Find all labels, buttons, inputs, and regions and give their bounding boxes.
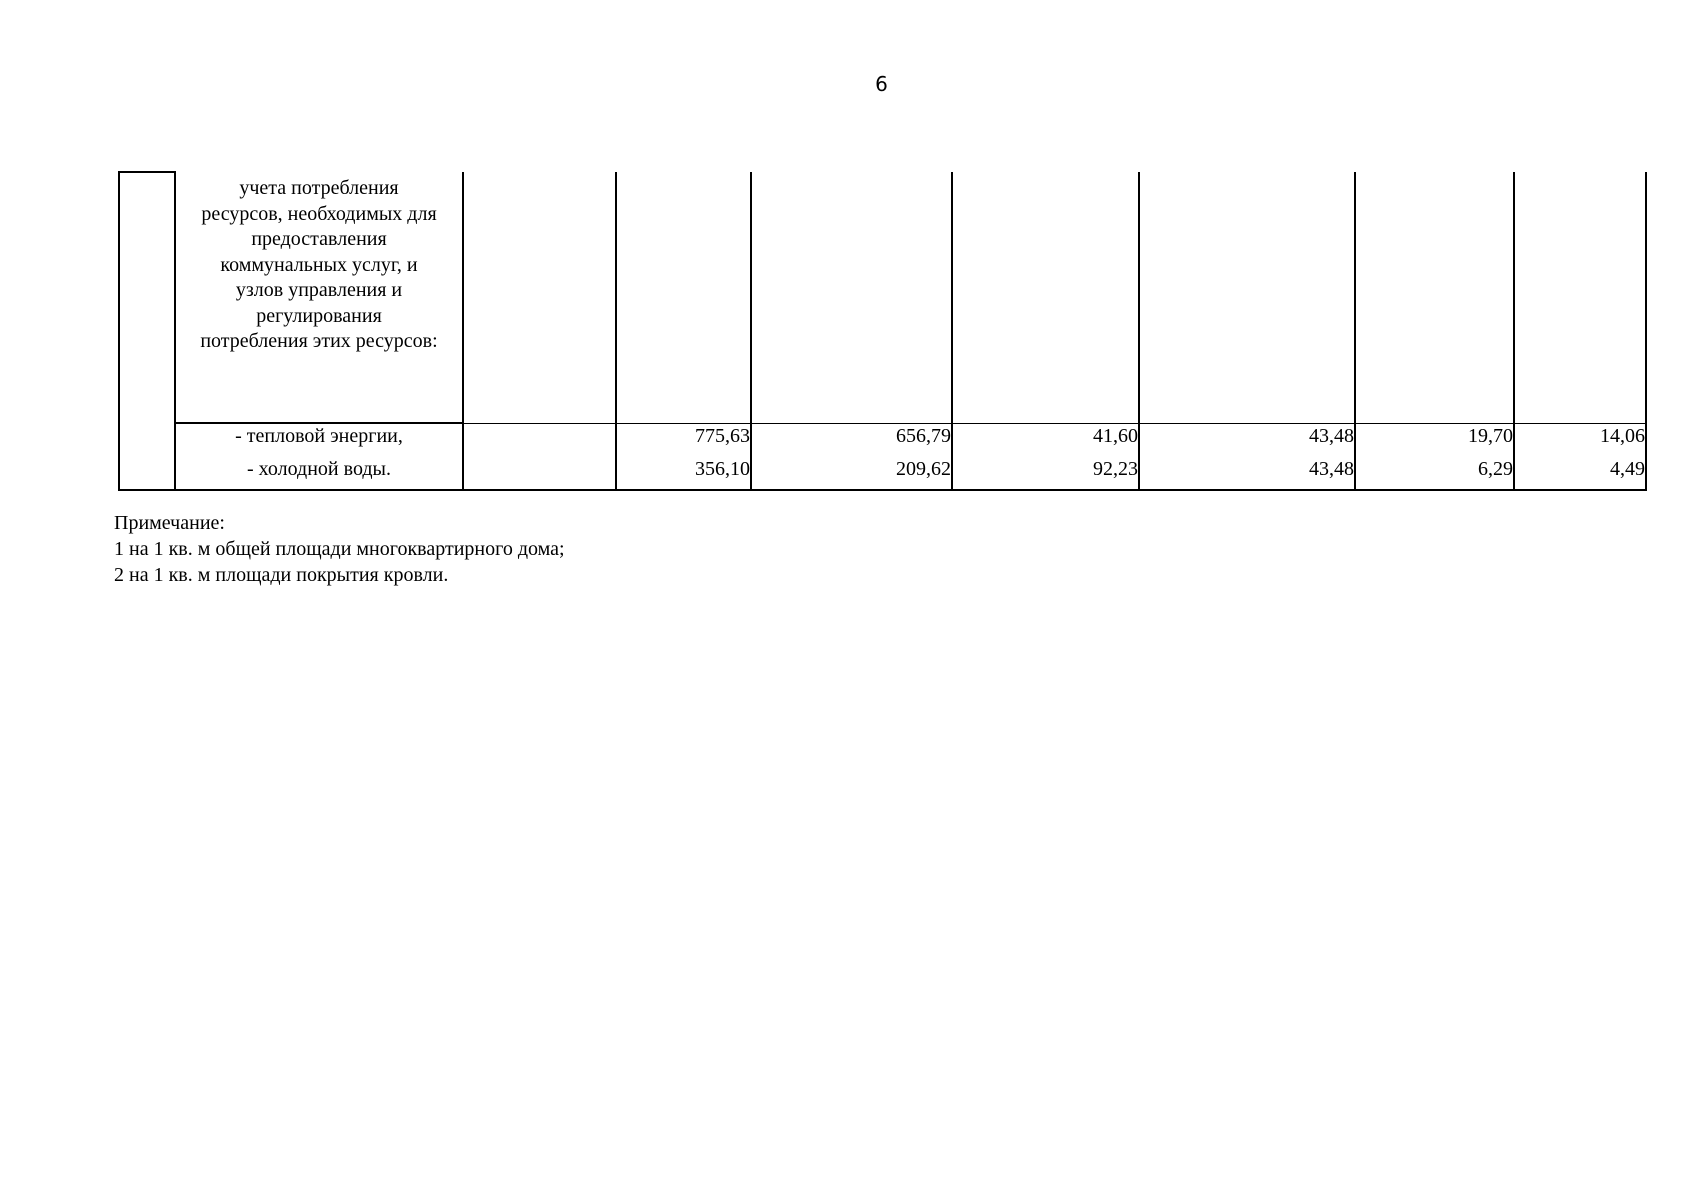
unit-cell <box>463 457 616 490</box>
heading-line: узлов управления и <box>235 279 403 301</box>
page-number: 6 <box>875 72 888 96</box>
unit-cell <box>463 423 616 457</box>
value-cell <box>1355 172 1514 423</box>
value-cell: 4,49 <box>1514 457 1646 490</box>
value-cell <box>952 172 1139 423</box>
row-label: - холодной воды. <box>175 457 463 490</box>
table-row-heat <box>119 423 1646 457</box>
value-cell: 92,23 <box>952 457 1139 490</box>
heading-line: коммунальных услуг, и <box>220 253 418 276</box>
value-cell: 6,29 <box>1355 457 1514 490</box>
value-cell: 41,60 <box>952 423 1139 457</box>
unit-cell <box>463 172 616 423</box>
table-heading-row <box>119 172 1646 423</box>
value-cell: 656,79 <box>751 423 952 457</box>
row-number-cell <box>119 172 175 490</box>
value-cell <box>616 172 751 423</box>
value-cell: 775,63 <box>616 423 751 457</box>
value-cell: 43,48 <box>1139 423 1355 457</box>
notes-title: Примечание: <box>114 512 225 534</box>
heading-line: ресурсов, необходимых для <box>201 202 437 225</box>
heading-cell <box>175 172 463 423</box>
notes-block <box>114 510 565 588</box>
note-item: 2 на 1 кв. м площади покрытия кровли. <box>114 564 449 586</box>
table-row-cold <box>119 457 1646 490</box>
heading-line: предоставления <box>251 228 387 250</box>
heading-line: учета потребления <box>239 177 399 199</box>
value-cell: 209,62 <box>751 457 952 490</box>
row-label: - тепловой энергии, <box>175 423 463 457</box>
value-cell: 14,06 <box>1514 423 1646 457</box>
tariff-table <box>118 171 1647 491</box>
value-cell <box>1514 172 1646 423</box>
note-item: 1 на 1 кв. м общей площади многоквартирного дома; <box>114 538 565 560</box>
heading-line: регулирования <box>256 304 382 327</box>
value-cell <box>751 172 952 423</box>
heading-line: потребления этих ресурсов: <box>200 330 438 352</box>
value-cell <box>1139 172 1355 423</box>
value-cell: 43,48 <box>1139 457 1355 490</box>
value-cell: 19,70 <box>1355 423 1514 457</box>
value-cell: 356,10 <box>616 457 751 490</box>
